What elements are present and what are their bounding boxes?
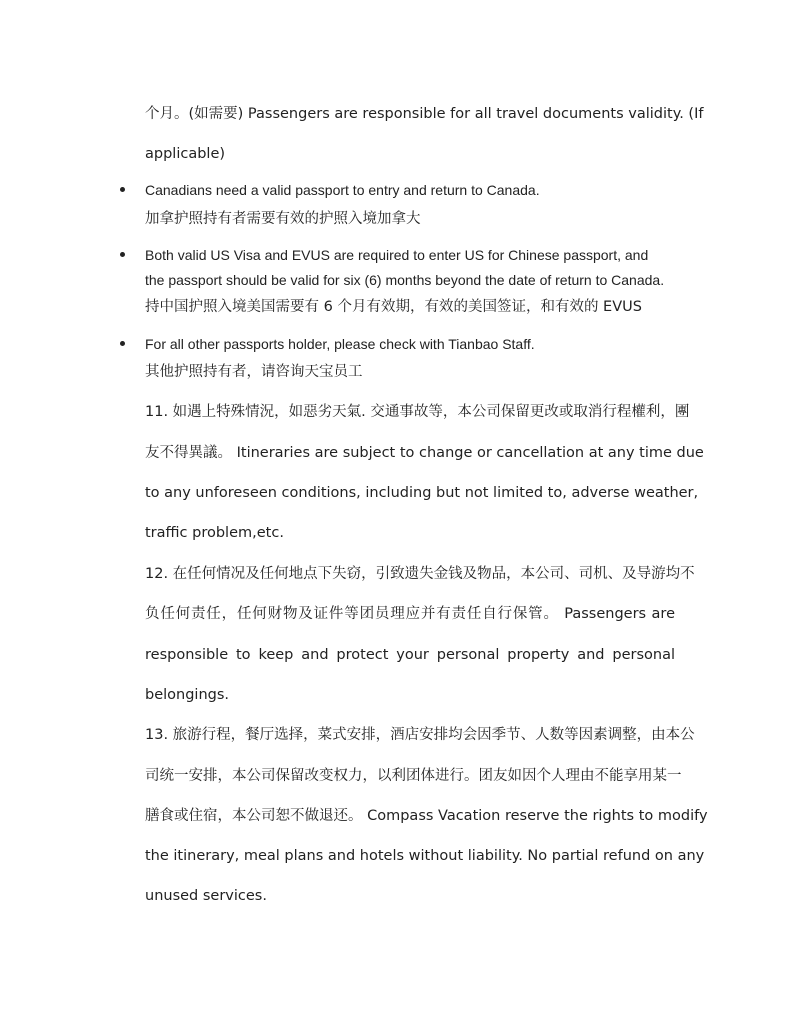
bullet-1-line-2: 加拿护照持有者需要有效的护照入境加拿大 <box>145 211 421 227</box>
clause-11-line-1: 11. 如遇上特殊情況，如惡劣天氣. 交通事故等，本公司保留更改或取消行程權利，團 <box>145 404 690 420</box>
bullet-2-line-2: the passport should be valid for six (6) months beyond the date of return to Canada. <box>145 272 665 288</box>
clause-11-line-3: to any unforeseen conditions, including but not limited to, adverse weather, <box>145 485 699 501</box>
intro-line-1: 个月。(如需要) Passengers are responsible for all travel documents validity. (If <box>145 106 704 122</box>
clause-13-line-3: 膳食或住宿，本公司恕不做退还。 Compass Vacation reserve the rights to modify <box>145 808 708 824</box>
clause-12-line-4: belongings. <box>145 687 230 703</box>
bullet-marker <box>119 340 127 348</box>
bullet-3-line-1: For all other passports holder, please check with Tianbao Staff. <box>145 336 535 352</box>
clause-13-line-5: unused services. <box>145 888 267 904</box>
clause-12-line-1: 12. 在任何情况及任何地点下失窃，引致遗失金钱及物品，本公司、司机、及导游均不 <box>145 566 695 582</box>
bullet-2-line-3: 持中国护照入境美国需要有 6 个月有效期，有效的美国签证，和有效的 EVUS <box>145 299 642 315</box>
intro-line-2: applicable) <box>145 146 226 162</box>
clause-11-line-2: 友不得異議。 Itineraries are subject to change or cancellation at any time due <box>145 445 704 461</box>
clause-13-line-1: 13. 旅游行程，餐厅选择，菜式安排，酒店安排均会因季节、人数等因素调整，由本公 <box>145 727 695 743</box>
clause-13-line-4: the itinerary, meal plans and hotels without liability. No partial refund on any <box>145 848 705 864</box>
clause-12-line-2: 负任何责任，任何财物及证件等团员理应并有责任自行保管。 Passengers are <box>145 606 675 622</box>
bullet-marker <box>119 186 127 194</box>
clause-11-line-4: traffic problem,etc. <box>145 525 284 541</box>
bullet-1-line-1: Canadians need a valid passport to entry and return to Canada. <box>145 182 540 198</box>
bullet-3-line-2: 其他护照持有者，请咨询天宝员工 <box>145 364 363 380</box>
bullet-marker <box>119 251 127 259</box>
clause-13-line-2: 司统一安排，本公司保留改变权力，以利团体进行。团友如因个人理由不能享用某一 <box>145 768 682 784</box>
clause-12-line-3: responsible to keep and protect your personal property and personal <box>145 647 675 663</box>
bullet-2-line-1: Both valid US Visa and EVUS are required to enter US for Chinese passport, and <box>145 247 649 263</box>
